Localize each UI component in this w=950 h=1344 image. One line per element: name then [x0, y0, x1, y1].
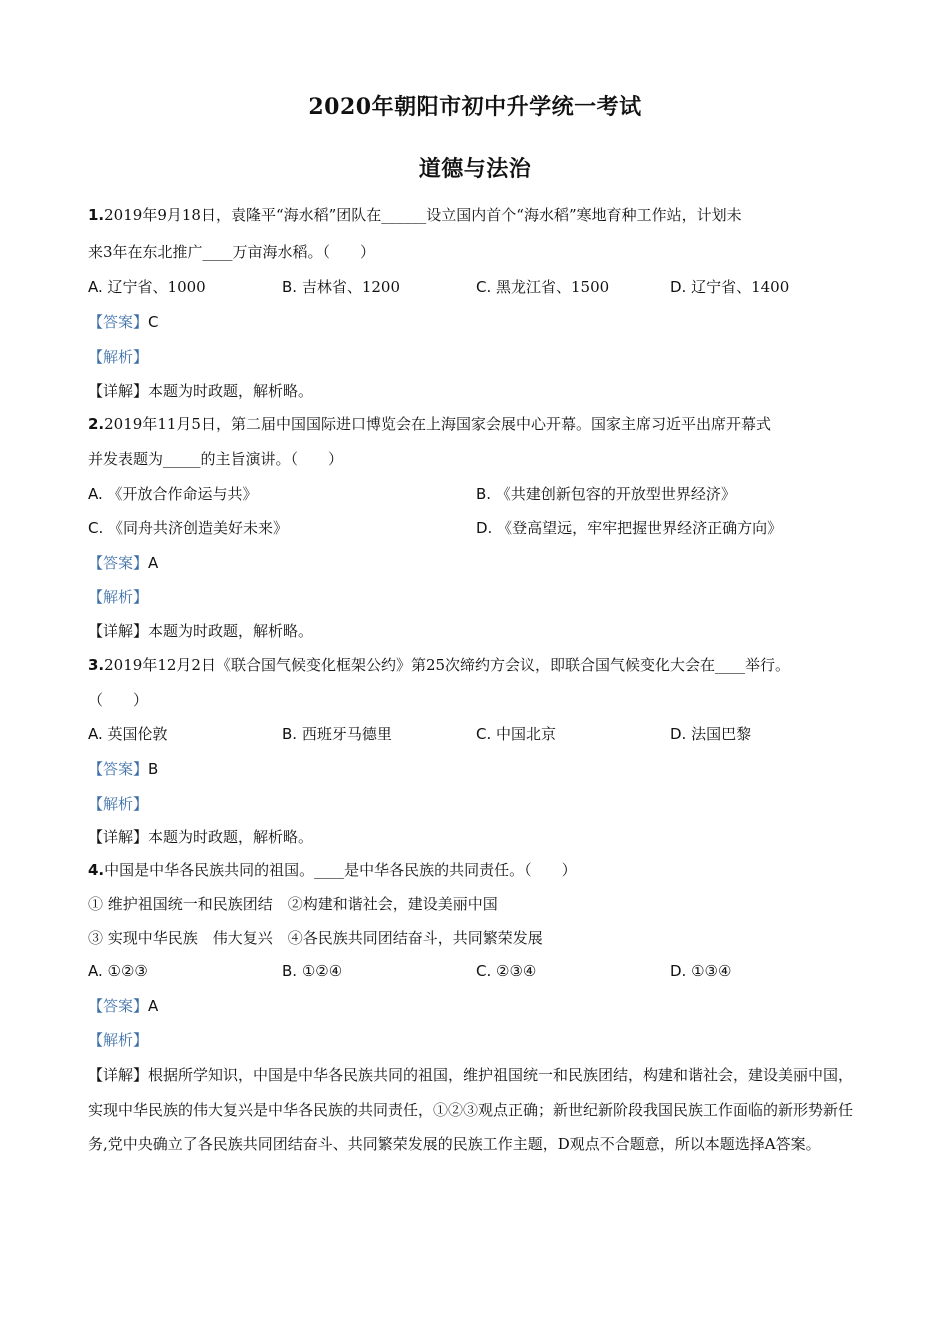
question-4-option-b: B. ①②④: [282, 962, 343, 980]
question-3-option-d: D. 法国巴黎: [670, 725, 752, 743]
question-4-stem-line1: 4.中国是中华各民族共同的祖国。____是中华各民族的共同责任。（ ）: [88, 861, 577, 879]
question-2-option-c: C. 《同舟共济创造美好未来》: [88, 519, 289, 537]
question-1-text: 2019年9月18日，袁隆平“海水稻”团队在______设立国内首个“海水稻”寒地育种工作站，计划未: [104, 206, 742, 224]
question-3-option-a: A. 英国伦敦: [88, 725, 168, 743]
question-2-option-a: A. 《开放合作命运与共》: [88, 485, 258, 503]
question-2-analysis-label: 【解析】: [88, 588, 149, 606]
question-3-answer: 【答案】B: [88, 760, 159, 778]
question-2-detail: 【详解】本题为时政题，解析略。: [88, 622, 314, 640]
question-2-stem-line2: 并发表题为_____的主旨演讲。（ ）: [88, 450, 344, 468]
question-4-option-c: C. ②③④: [476, 962, 537, 980]
question-4-detail: 【详解】根据所学知识，中国是中华各民族共同的祖国，维护祖国统一和民族团结，构建和谐社会，建设美丽中国，实现中华民族的伟大复兴是中华各民族的共同责任，①②③观点正确；新世纪新阶段我国民族工作面临的新形势新任务,党中央确立了各民族共同团结奋斗、共同繁荣发展的民族工作主题，D观点不合题意，所以本题选择A答案。: [88, 1066, 854, 1153]
question-2-option-b: B. 《共建创新包容的开放型世界经济》: [476, 485, 736, 503]
question-1-answer: 【答案】C: [88, 313, 159, 331]
page-title: 2020年朝阳市初中升学统一考试: [308, 94, 642, 120]
question-3-option-b: B. 西班牙马德里: [282, 725, 392, 743]
question-1-analysis-label: 【解析】: [88, 348, 149, 366]
question-1-option-d: D. 辽宁省、1400: [670, 278, 790, 296]
question-3-stem-line1: 3.2019年12月2日《联合国气候变化框架公约》第25次缔约方会议，即联合国气候变化大会在____举行。: [88, 656, 791, 674]
question-3-analysis-label: 【解析】: [88, 795, 149, 813]
question-1-option-c: C. 黑龙江省、1500: [476, 278, 610, 296]
question-4-items-line2: ③ 实现中华民族 伟大复兴 ④各民族共同团结奋斗，共同繁荣发展: [88, 929, 543, 947]
question-2-option-d: D. 《登高望远，牢牢把握世界经济正确方向》: [476, 519, 783, 537]
question-3-option-c: C. 中国北京: [476, 725, 557, 743]
question-1-detail: 【详解】本题为时政题，解析略。: [88, 382, 314, 400]
question-2-answer: 【答案】A: [88, 554, 159, 572]
question-1-option-b: B. 吉林省、1200: [282, 278, 401, 296]
question-4-answer: 【答案】A: [88, 997, 159, 1015]
question-1-number: 1.: [88, 206, 105, 224]
question-4-items-line1: ① 维护祖国统一和民族团结 ②构建和谐社会，建设美丽中国: [88, 895, 498, 913]
question-4-option-d: D. ①③④: [670, 962, 732, 980]
question-1-option-a: A. 辽宁省、1000: [88, 278, 206, 296]
question-3-stem-line2: （ ）: [88, 691, 149, 709]
question-2-stem-line1: 2.2019年11月5日，第二届中国国际进口博览会在上海国家会展中心开幕。国家主席习近平出席开幕式: [88, 415, 771, 433]
page-subtitle: 道德与法治: [418, 156, 532, 182]
question-1-stem-line2: 来3年在东北推广____万亩海水稻。（ ）: [88, 243, 376, 261]
question-4-option-a: A. ①②③: [88, 962, 148, 980]
question-3-detail: 【详解】本题为时政题，解析略。: [88, 828, 314, 846]
question-4-analysis-label: 【解析】: [88, 1031, 149, 1049]
question-1-stem-line1: [88, 204, 742, 226]
